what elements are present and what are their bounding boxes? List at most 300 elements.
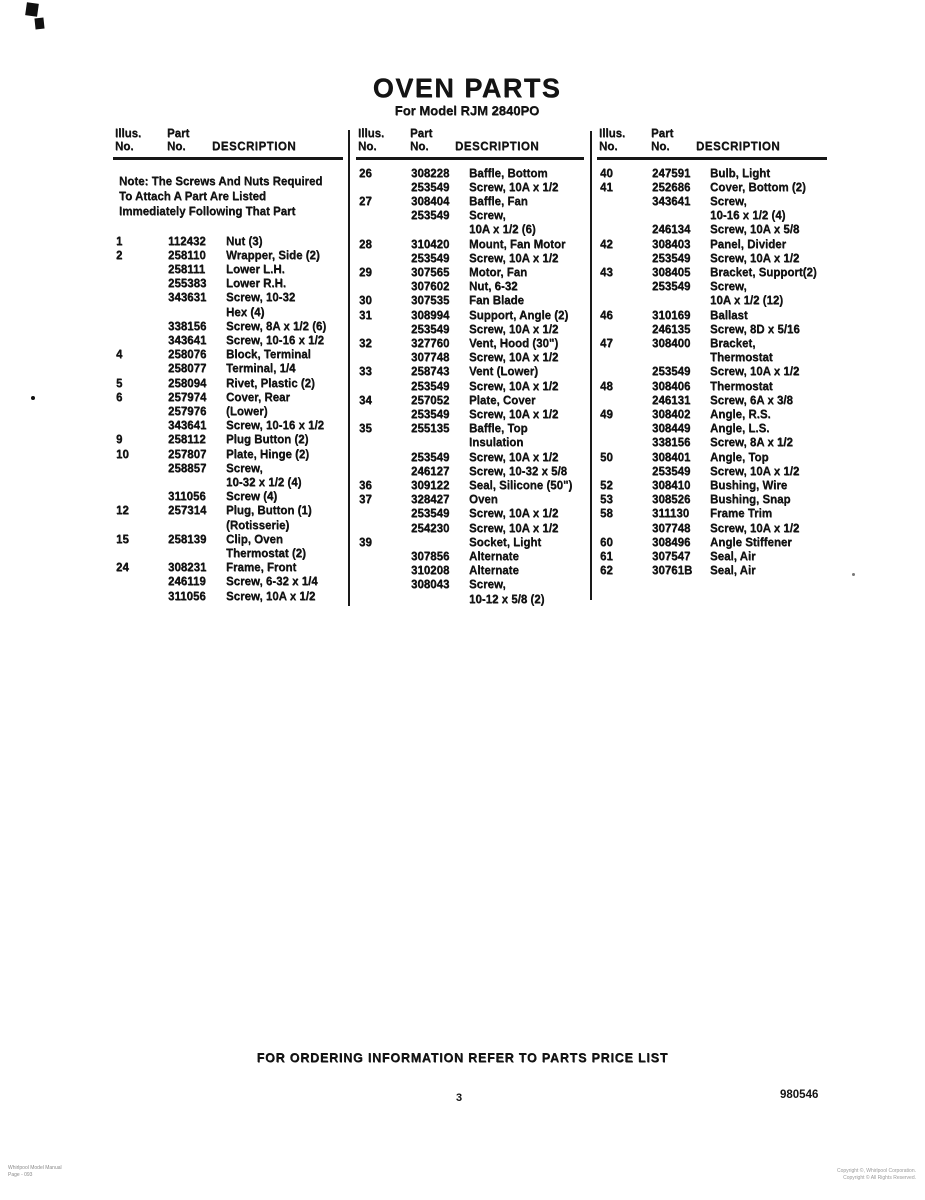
cell-description: Screw, 10A x 5/8: [710, 224, 800, 237]
cell-part-no: 308400: [652, 338, 691, 351]
cell-part-no: 255383: [168, 278, 207, 291]
cell-description: Angle, Top: [710, 451, 769, 464]
cell-part-no: 308404: [411, 196, 450, 208]
cell-illus-no: 39: [359, 536, 372, 549]
cell-illus-no: 46: [600, 309, 613, 322]
cell-part-no: [411, 436, 469, 450]
cell-illus-no: 29: [359, 267, 372, 280]
table-row: [113, 476, 343, 490]
cell-illus-no: [597, 394, 652, 408]
cell-part-no: 328427: [411, 494, 450, 507]
table-row: [356, 408, 584, 422]
header-illus: Illus.: [599, 128, 626, 140]
cell-illus-no: [113, 306, 168, 320]
cell-part-no: 253549: [411, 451, 450, 464]
cell-description: Cover, Bottom (2): [710, 181, 806, 194]
cell-part-no: 253549: [411, 508, 450, 521]
cell-illus-no: 30: [359, 295, 372, 308]
cell-illus-no: [597, 351, 652, 365]
table-row: [113, 277, 343, 291]
cell-illus-no: [356, 564, 411, 578]
cell-description: Lower R.H.: [226, 278, 287, 291]
table-row: [113, 504, 343, 518]
cell-illus-no: [356, 550, 411, 564]
cell-part-no: 338156: [652, 437, 691, 450]
cell-illus-no: 61: [600, 551, 613, 564]
cell-illus-no: 42: [600, 238, 613, 251]
table-row: [356, 181, 584, 195]
cell-description: Screw, 10A x 1/2: [469, 451, 559, 464]
cell-part-no: 258112: [168, 434, 206, 447]
cell-part-no: 307547: [652, 551, 691, 564]
cell-part-no: 253549: [411, 323, 450, 336]
cell-illus-no: [113, 405, 168, 419]
cell-description: Screw, 10A x 1/2: [226, 590, 316, 603]
cell-illus-no: 49: [600, 409, 613, 422]
table-row: [356, 252, 584, 266]
cell-description: Frame Trim: [710, 508, 772, 521]
cell-part-no: 257807: [168, 448, 207, 461]
table-row: [113, 377, 343, 391]
table-row: [597, 522, 827, 536]
cell-part-no: 338156: [168, 320, 207, 333]
cell-part-no: 257052: [411, 394, 450, 407]
table-row: [597, 536, 827, 550]
cell-part-no: 258857: [168, 462, 207, 475]
cell-illus-no: [356, 408, 411, 422]
cell-illus-no: 34: [359, 394, 372, 407]
header-no: No.: [115, 141, 134, 153]
cell-illus-no: [597, 465, 652, 479]
table-row: [356, 238, 584, 252]
cell-description: Nut (3): [226, 235, 263, 248]
scan-artifact: [852, 573, 855, 576]
cell-description: Screw, 8D x 5/16: [710, 323, 800, 336]
table-row: [356, 394, 584, 408]
cell-part-no: 343641: [652, 196, 691, 208]
cell-description: Seal, Air: [710, 551, 756, 564]
cell-part-no: [168, 519, 226, 533]
cell-part-no: 254230: [411, 522, 450, 535]
cell-part-no: 308410: [652, 480, 691, 493]
cell-description: Plate, Cover: [469, 394, 536, 407]
cell-part-no: 308405: [652, 267, 691, 280]
screws-note: [113, 175, 343, 220]
cell-description: Screw, 6-32 x 1/4: [226, 576, 318, 589]
cell-illus-no: [113, 291, 168, 305]
cell-part-no: 258077: [168, 363, 207, 376]
cell-description: 10A x 1/2 (12): [710, 295, 784, 308]
table-row: [597, 337, 827, 351]
header-no: No.: [410, 141, 429, 153]
table-row: [356, 223, 584, 237]
cell-description: 10A x 1/2 (6): [469, 224, 536, 237]
cell-description: Bracket, Support(2): [710, 267, 817, 280]
table-row: [597, 323, 827, 337]
table-row: [597, 223, 827, 237]
cell-description: Block, Terminal: [226, 349, 311, 362]
cell-description: Screw,: [710, 281, 747, 294]
cell-part-no: 343641: [168, 335, 207, 348]
title-block: [342, 74, 592, 119]
cell-illus-no: [356, 323, 411, 337]
cell-description: Screw,: [469, 579, 506, 592]
cell-description: Screw, 10A x 1/2: [469, 252, 559, 265]
table-row: [597, 294, 827, 308]
header-rule: [113, 157, 343, 160]
cell-part-no: 258743: [411, 366, 450, 379]
cell-illus-no: [597, 323, 652, 337]
cell-description: Screw (4): [226, 491, 278, 504]
page-title: OVEN PARTS: [372, 73, 562, 103]
cell-description: Screw, 10-16 x 1/2: [226, 420, 325, 433]
cell-description: Bracket,: [710, 338, 756, 351]
cell-description: Bulb, Light: [710, 167, 771, 180]
cell-illus-no: [356, 351, 411, 365]
cell-illus-no: 6: [116, 391, 123, 404]
table-row: [113, 519, 343, 533]
table-row: [356, 422, 584, 436]
cell-part-no: 257974: [168, 391, 207, 404]
cell-illus-no: 10: [116, 448, 129, 461]
table-row: [113, 533, 343, 547]
table-row: [597, 408, 827, 422]
cell-illus-no: [597, 522, 652, 536]
cell-illus-no: 24: [116, 562, 129, 575]
cell-part-no: 311130: [652, 508, 690, 521]
cell-description: Cover, Rear: [226, 391, 290, 404]
parts-column-3: [597, 128, 827, 578]
table-row: [356, 380, 584, 394]
cell-description: Screw,: [226, 462, 263, 475]
cell-illus-no: [113, 476, 168, 490]
cell-illus-no: 47: [600, 338, 613, 351]
header-no: No.: [167, 141, 186, 153]
table-row: [597, 252, 827, 266]
cell-illus-no: [597, 294, 652, 308]
cell-description: Screw, 10A x 1/2: [469, 181, 559, 194]
cell-part-no: 257314: [168, 505, 207, 518]
cell-description: Screw, 10A x 1/2: [469, 323, 559, 336]
cell-illus-no: [356, 507, 411, 521]
cell-part-no: 308526: [652, 494, 691, 507]
cell-part-no: [168, 306, 226, 320]
cell-description: Angle, R.S.: [710, 409, 771, 422]
cell-part-no: 343641: [168, 420, 207, 433]
cell-part-no: 308994: [411, 309, 450, 322]
cell-illus-no: [113, 575, 168, 589]
cell-description: Screw, 10A x 1/2: [469, 380, 559, 393]
cell-description: Alternate: [469, 551, 519, 564]
cell-illus-no: 4: [116, 349, 123, 362]
cell-description: Screw, 10A x 1/2: [469, 522, 559, 535]
cell-part-no: 112432: [168, 235, 206, 248]
column-header: [356, 128, 584, 154]
cell-illus-no: 50: [600, 451, 613, 464]
table-row: [113, 348, 343, 362]
corner-imprint-left: [8, 1165, 62, 1178]
cell-illus-no: 40: [600, 167, 613, 180]
cell-part-no: 307602: [411, 281, 450, 294]
cell-illus-no: [597, 195, 652, 209]
cell-illus-no: 9: [116, 434, 123, 447]
table-row: [597, 436, 827, 450]
table-row: [356, 209, 584, 223]
cell-description: Hex (4): [226, 306, 265, 319]
cell-description: Screw, 10A x 1/2: [469, 508, 559, 521]
cell-illus-no: [113, 519, 168, 533]
cell-part-no: 308401: [652, 451, 691, 464]
table-row: [356, 365, 584, 379]
table-row: [113, 235, 343, 249]
cell-illus-no: [597, 280, 652, 294]
cell-description: (Lower): [226, 406, 268, 419]
cell-description: Seal, Air: [710, 565, 756, 578]
cell-illus-no: [113, 362, 168, 376]
table-row: [597, 380, 827, 394]
cell-illus-no: [113, 320, 168, 334]
table-row: [597, 451, 827, 465]
table-row: [597, 167, 827, 181]
cell-illus-no: [597, 422, 652, 436]
cell-illus-no: [356, 436, 411, 450]
cell-part-no: [652, 294, 710, 308]
cell-description: Vent (Lower): [469, 366, 539, 379]
cell-description: Vent, Hood (30"): [469, 338, 559, 351]
cell-description: 10-12 x 5/8 (2): [469, 593, 545, 606]
cell-description: 10-32 x 1/2 (4): [226, 477, 302, 490]
cell-description: Wrapper, Side (2): [226, 249, 320, 262]
cell-illus-no: [356, 209, 411, 223]
parts-column-1: [113, 128, 343, 604]
cell-description: Panel, Divider: [710, 238, 787, 251]
cell-description: Screw, 10A x 1/2: [710, 366, 800, 379]
cell-description: Clip, Oven: [226, 533, 283, 546]
cell-illus-no: [113, 590, 168, 604]
cell-part-no: 258139: [168, 533, 207, 546]
table-row: [597, 365, 827, 379]
cell-description: Insulation: [469, 437, 524, 450]
cell-description: Plug Button (2): [226, 434, 309, 447]
cell-part-no: 308402: [652, 409, 691, 422]
cell-description: Screw, 10A x 1/2: [469, 409, 559, 422]
parts-rows: [356, 167, 584, 607]
table-row: [356, 593, 584, 607]
cell-part-no: 327760: [411, 338, 450, 351]
cell-part-no: 307748: [411, 352, 450, 365]
cell-description: Screw, 10-16 x 1/2: [226, 335, 325, 348]
imprint-line: Copyright © All Rights Reserved.: [843, 1174, 916, 1181]
cell-illus-no: [113, 462, 168, 476]
header-no: No.: [599, 141, 618, 153]
imprint-line: Whirlpool Model Manual: [8, 1165, 62, 1171]
cell-part-no: 343631: [168, 292, 207, 305]
cell-part-no: 257976: [168, 406, 207, 419]
cell-description: Lower L.H.: [226, 264, 285, 276]
cell-description: Oven: [469, 494, 498, 507]
model-subtitle: For Model RJM 2840PO: [394, 103, 540, 118]
cell-illus-no: 41: [600, 181, 613, 194]
cell-illus-no: 15: [116, 533, 129, 546]
header-part: Part: [167, 128, 190, 140]
table-row: [356, 294, 584, 308]
cell-part-no: 311056: [168, 590, 206, 603]
table-row: [597, 266, 827, 280]
cell-illus-no: [597, 252, 652, 266]
cell-illus-no: [356, 593, 411, 607]
column-header: [113, 128, 343, 154]
cell-description: Screw, 8A x 1/2: [710, 437, 793, 450]
table-row: [113, 249, 343, 263]
cell-illus-no: [356, 380, 411, 394]
table-row: [597, 209, 827, 223]
table-row: [113, 320, 343, 334]
cell-illus-no: 60: [600, 536, 613, 549]
cell-part-no: 246119: [168, 576, 206, 589]
parts-rows: [113, 235, 343, 604]
table-row: [356, 451, 584, 465]
cell-description: Screw, 10-32 x 5/8: [469, 465, 568, 478]
cell-description: Bushing, Wire: [710, 480, 788, 493]
scan-artifact: [34, 18, 44, 30]
corner-imprint-right: [698, 1168, 916, 1181]
imprint-line: Copyright ©, Whirlpool Corporation.: [837, 1168, 916, 1174]
cell-description: Screw, 10A x 1/2: [469, 352, 559, 365]
cell-part-no: 308043: [411, 579, 450, 592]
cell-part-no: 253549: [411, 181, 450, 194]
cell-illus-no: [356, 181, 411, 195]
cell-illus-no: [113, 547, 168, 561]
header-rule: [597, 157, 827, 160]
cell-illus-no: [113, 334, 168, 348]
cell-part-no: 308231: [168, 562, 207, 575]
cell-description: Baffle, Top: [469, 423, 528, 436]
cell-description: Screw,: [469, 210, 506, 223]
table-row: [597, 195, 827, 209]
header-illus: Illus.: [358, 128, 385, 140]
cell-part-no: 310420: [411, 238, 450, 251]
header-no: No.: [358, 141, 377, 153]
cell-illus-no: [597, 223, 652, 237]
note-line: Note: The Screws And Nuts Required: [119, 175, 323, 188]
table-row: [356, 167, 584, 181]
cell-illus-no: 33: [359, 366, 372, 379]
cell-illus-no: [113, 419, 168, 433]
table-row: [356, 550, 584, 564]
cell-illus-no: [356, 578, 411, 592]
scan-artifact: [31, 396, 35, 400]
table-row: [113, 391, 343, 405]
cell-illus-no: [597, 365, 652, 379]
cell-illus-no: [597, 436, 652, 450]
cell-description: Rivet, Plastic (2): [226, 377, 315, 390]
cell-part-no: 308403: [652, 238, 691, 251]
page-number: 3: [456, 1092, 463, 1104]
cell-description: Fan Blade: [469, 295, 524, 308]
cell-illus-no: [356, 522, 411, 536]
cell-part-no: [168, 547, 226, 561]
table-row: [597, 422, 827, 436]
table-row: [356, 309, 584, 323]
header-description: DESCRIPTION: [212, 141, 297, 153]
cell-illus-no: 5: [116, 377, 123, 390]
cell-description: Motor, Fan: [469, 267, 528, 280]
cell-part-no: 255135: [411, 423, 450, 436]
parts-rows: [597, 167, 827, 579]
table-row: [356, 436, 584, 450]
cell-part-no: 253549: [411, 210, 450, 223]
cell-illus-no: 32: [359, 338, 372, 351]
cell-description: Mount, Fan Motor: [469, 238, 566, 251]
table-row: [356, 465, 584, 479]
cell-illus-no: 28: [359, 238, 372, 251]
table-row: [356, 536, 584, 550]
cell-description: Ballast: [710, 309, 748, 322]
cell-part-no: 307748: [652, 522, 691, 535]
header-part: Part: [651, 128, 674, 140]
table-row: [113, 561, 343, 575]
table-row: [356, 266, 584, 280]
table-row: [597, 507, 827, 521]
cell-illus-no: 2: [116, 249, 123, 262]
cell-description: Thermostat (2): [226, 548, 306, 561]
table-row: [356, 479, 584, 493]
table-row: [356, 522, 584, 536]
cell-part-no: 253549: [652, 252, 691, 265]
parts-column-2: [356, 128, 584, 607]
table-row: [113, 291, 343, 305]
table-row: [356, 323, 584, 337]
cell-description: Thermostat: [710, 352, 773, 365]
header-no: No.: [651, 141, 670, 153]
cell-description: Screw, 6A x 3/8: [710, 394, 793, 407]
cell-description: Screw, 8A x 1/2 (6): [226, 320, 327, 333]
header-illus: Illus.: [115, 128, 142, 140]
cell-description: Screw, 10A x 1/2: [710, 522, 800, 535]
table-row: [356, 337, 584, 351]
table-row: [113, 448, 343, 462]
table-row: [113, 575, 343, 589]
cell-illus-no: 12: [116, 505, 129, 518]
header-rule: [356, 157, 584, 160]
header-description: DESCRIPTION: [696, 141, 781, 153]
cell-part-no: 308496: [652, 536, 691, 549]
cell-illus-no: [597, 209, 652, 223]
cell-part-no: 246131: [652, 394, 691, 407]
cell-description: Terminal, 1/4: [226, 363, 296, 376]
scan-artifact: [25, 2, 39, 17]
cell-part-no: 309122: [411, 480, 450, 493]
cell-description: Seal, Silicone (50"): [469, 480, 573, 493]
cell-part-no: 258110: [168, 249, 206, 262]
note-line: Immediately Following That Part: [119, 205, 296, 218]
imprint-line: Page - 093: [8, 1171, 33, 1178]
cell-illus-no: 52: [600, 480, 613, 493]
cell-description: Frame, Front: [226, 562, 297, 575]
header-part: Part: [410, 128, 433, 140]
cell-part-no: 253549: [411, 380, 450, 393]
cell-part-no: 307856: [411, 551, 450, 564]
cell-description: Screw,: [710, 196, 747, 208]
cell-description: Baffle, Fan: [469, 196, 528, 208]
column-divider: [590, 131, 592, 600]
cell-illus-no: 27: [359, 196, 372, 208]
cell-illus-no: [356, 252, 411, 266]
table-row: [113, 306, 343, 320]
cell-part-no: 310208: [411, 565, 450, 578]
cell-part-no: 253549: [652, 465, 691, 478]
cell-description: Angle Stiffener: [710, 536, 792, 549]
